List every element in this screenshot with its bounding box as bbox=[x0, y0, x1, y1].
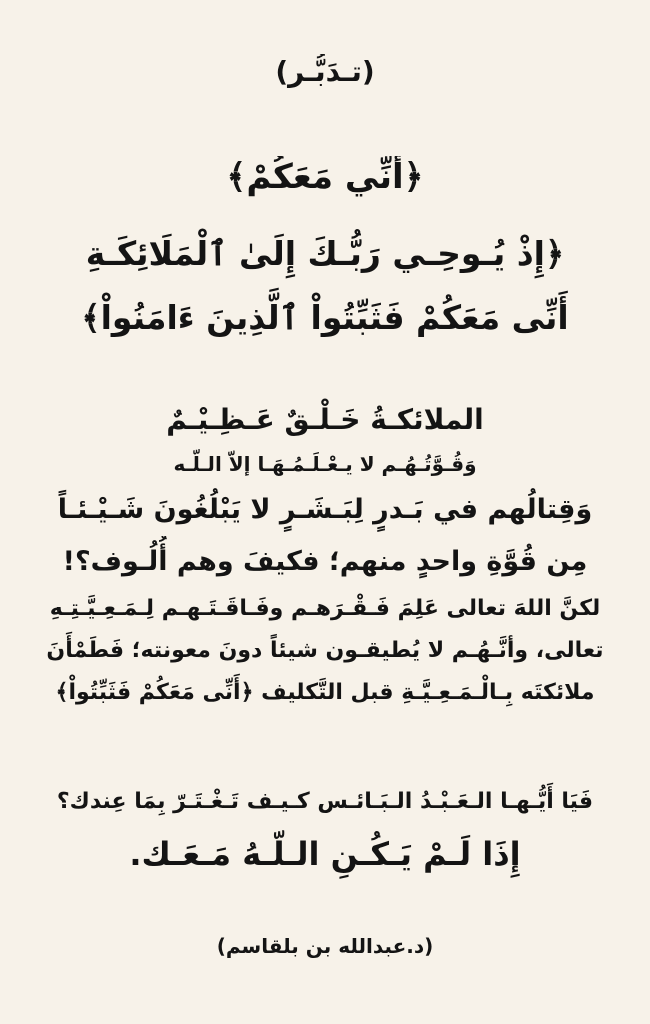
closing-statement: إِذَا لَـمْ يَـكُـنِ الـلّـهُ مَـعَـك. bbox=[129, 835, 521, 873]
body-line: مِن قُوَّةِ واحدٍ منهم؛ فكيفَ وهم أُلُـوف؟! bbox=[62, 546, 588, 577]
body-text bbox=[18, 396, 632, 714]
closing-question: فَيَا أَيُّـهـا الـعَـبْـدُ الـبَـائـس كـيـف تَـغْـتَـرّ بِمَا عِندك؟ bbox=[56, 789, 594, 814]
closing-text bbox=[18, 780, 632, 884]
verse-line: ﴿إِذْ يُـوحِـي رَبُّـكَ إِلَىٰ ٱلْمَلَائِكَـةِ bbox=[85, 234, 565, 273]
body-line: وَقُـوَّتُـهُـم لا يـعْـلَـمُـهَـا إلاّ الـلّـه bbox=[173, 452, 477, 476]
body-line: ملائكتَه بِـالْـمَـعِـيَّـةِ قبل التَّكليف ﴿أَنِّى مَعَكُمْ فَثَبِّتُواْ﴾ bbox=[55, 680, 595, 705]
body-line: الملائكـةُ خَـلْـقٌ عَـظِـيْـمٌ bbox=[166, 403, 484, 436]
body-line: وَقِتالُهم في بَـدرٍ لِبَـشَـرٍ لا يَبْلُغُونَ شَـيْـئـاً bbox=[57, 494, 593, 525]
verse-line: أَنِّى مَعَكُمْ فَثَبِّتُواْ ٱلَّذِينَ ءَامَنُواْ﴾ bbox=[81, 298, 569, 337]
quote-heading: ﴿أَنِّي مَعَكُمْ﴾ bbox=[226, 157, 424, 197]
author-signature: (د.عبدالله بن بلقاسم) bbox=[216, 934, 434, 958]
verse-block bbox=[0, 222, 650, 350]
body-line: تعالى، وأنَّـهُـم لا يُطيقـون شيئاً دونَ معونته؛ فَطَمْأَنَ bbox=[46, 638, 604, 663]
body-line: لكنَّ اللهَ تعالى عَلِمَ فَـقْـرَهـم وفَـاقَـتَـهـم لِـمَـعِـيَّـتِـهِ bbox=[49, 596, 601, 621]
page-title: (تـدَبُّـر) bbox=[275, 55, 375, 88]
